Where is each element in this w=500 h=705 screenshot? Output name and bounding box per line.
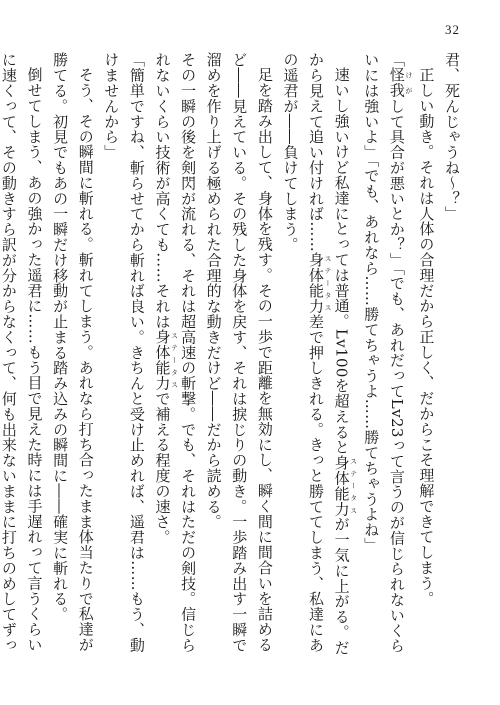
ruby-annotation: 怪我 けが — [387, 67, 413, 99]
vertical-text-body — [0, 52, 464, 667]
paragraph-9: 倒せてしまう、あの強かった遥君に……もう目で見えた時には手遅れって言うくらいに速くって、その動きすら訳が分からなくって、何も出来ないままに打ちのめしてずっ — [0, 52, 44, 653]
paragraph-8: そう、その瞬間に斬れる。斬れてしまう。あれなら打ち合ったまま体当たりで私達が勝てる。初見でもあの一瞬だけ移動が止まる踏み込みの瞬間に――確実に斬れる。 — [51, 52, 95, 653]
paragraph-4: 速いし強いけど私達にとっては普通。Lv100を超えると身体能力 ステータスが一気に上がる。だから見えて追い付ければ……身体能力 ステータス差で押しきれる。きっと勝ててしまう、私達にあの遥君が――負けてしまう。 — [281, 52, 358, 656]
paragraph-7: 「簡単ですね、斬らせてから斬れば良い。きちんと受け止めれば、遥君は……もう、動けませんから」 — [102, 52, 146, 653]
page-number: 32 — [445, 22, 460, 37]
ruby-annotation: 身体能力 ステータス — [307, 252, 333, 314]
ruby-annotation: 身体能力 ステータス — [332, 454, 358, 517]
ruby-annotation: 身体能力 ステータス — [153, 329, 179, 391]
paragraph-1: 君、死んじゃうね〜？」 — [443, 52, 461, 222]
paragraph-6: その一瞬の後を剣閃が流れる、それは超高速の斬撃。でも、それはただの剣技。信じられないくらい技術が高くても……それは身体能力 ステータスで補える程度の速さ。 — [153, 52, 198, 653]
paragraph-3: 「怪我 けがして具合が悪いとか？」「でも、あれだってLv23って言うのが信じられないくらいには強いよ」「でも、あれなら……勝てちゃうよ……勝てちゃうよね」 — [362, 52, 413, 654]
paragraph-5: 足を踏み出して、身体を残す。その一歩で距離を無効にし、瞬く間に間合いを詰めるど――見えている。その残した身体を戻す、それは捩じりの動き。一歩踏み出す一瞬で溜めを作り上げる極められた合理的な動きだけど――だから読める。 — [204, 52, 274, 653]
paragraph-2: 正しい動き。それは人体の合理だから正しく、だからこそ理解できてしまう。 — [417, 67, 436, 606]
